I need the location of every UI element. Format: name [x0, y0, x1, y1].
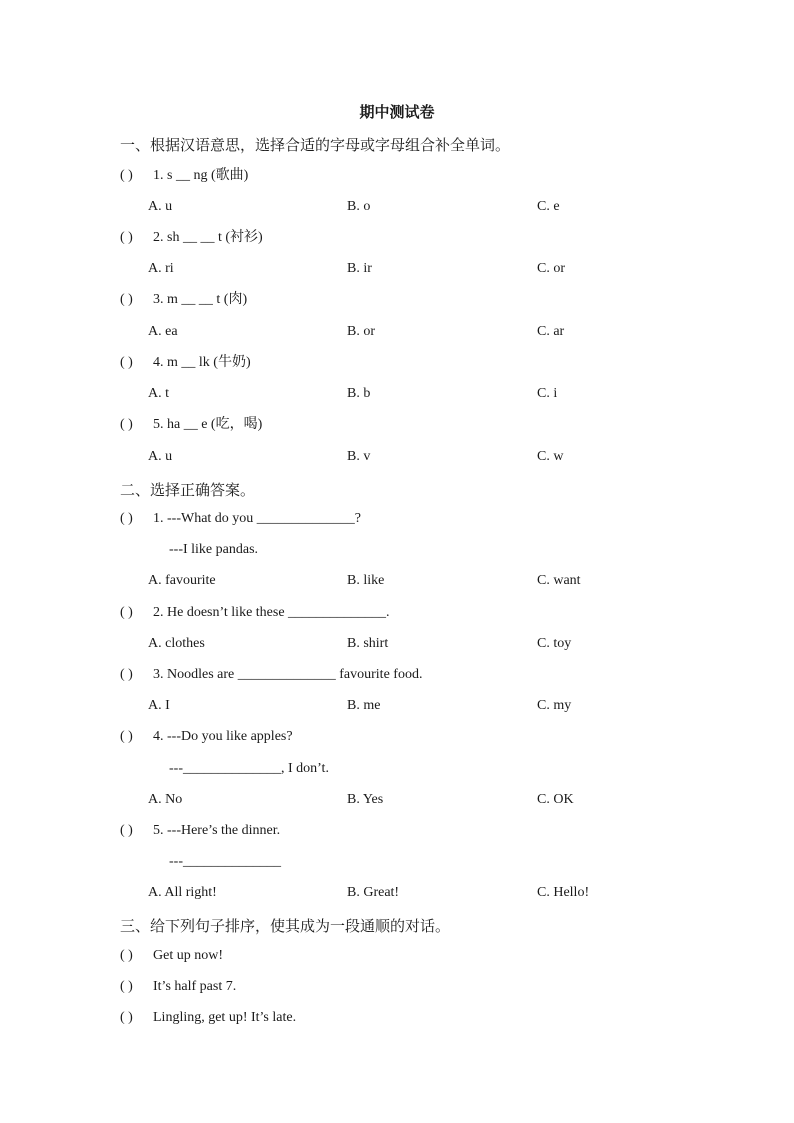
option-a: A. favourite	[148, 573, 216, 588]
option-a: A. ea	[148, 324, 178, 339]
question-text: 5. ---Here’s the dinner.	[153, 823, 281, 838]
answer-blank[interactable]: ( )	[120, 605, 133, 620]
section-heading-2: 二、选择正确答案。	[120, 483, 256, 499]
option-b: B. Great!	[347, 885, 400, 900]
sentence-row	[120, 1008, 296, 1028]
option-c: C. want	[537, 573, 581, 588]
answer-blank[interactable]: ( )	[120, 948, 133, 963]
option-a: A. u	[148, 199, 173, 214]
option-c: C. ar	[537, 324, 565, 339]
question-text: 3. Noodles are ______________ favourite food.	[153, 667, 423, 682]
question-text: 4. m __ lk (牛奶)	[153, 355, 251, 370]
answer-blank[interactable]: ( )	[120, 979, 133, 994]
option-c: C. toy	[537, 636, 572, 651]
question-text: 3. m __ __ t (肉)	[153, 292, 248, 307]
sentence-text: Get up now!	[153, 948, 223, 963]
option-a: A. t	[148, 386, 169, 401]
option-c: C. i	[537, 386, 558, 401]
sentence-text: Lingling, get up! It’s late.	[153, 1010, 297, 1025]
sentence-text: It’s half past 7.	[153, 979, 237, 994]
option-c: C. or	[537, 261, 565, 276]
section-heading-1: 一、根据汉语意思，选择合适的字母或字母组合补全单词。	[120, 138, 511, 154]
question-row	[120, 166, 248, 186]
answer-blank[interactable]: ( )	[120, 1010, 133, 1025]
answer-blank[interactable]: ( )	[120, 511, 133, 526]
question-row	[120, 821, 280, 841]
option-a: A. ri	[148, 261, 174, 276]
option-b: B. me	[347, 698, 381, 713]
question-row	[120, 665, 422, 685]
sentence-row	[120, 946, 223, 966]
answer-blank[interactable]: ( )	[120, 729, 133, 744]
answer-blank[interactable]: ( )	[120, 355, 133, 370]
answer-blank[interactable]: ( )	[120, 292, 133, 307]
option-a: A. All right!	[148, 885, 217, 900]
option-a: A. u	[148, 449, 173, 464]
answer-blank[interactable]: ( )	[120, 230, 133, 245]
question-row	[120, 290, 247, 310]
option-b: B. or	[347, 324, 375, 339]
option-a: A. No	[148, 792, 183, 807]
question-subline: ---______________	[169, 854, 281, 869]
question-row	[120, 353, 251, 373]
question-subline: ---______________, I don’t.	[169, 761, 329, 776]
option-b: B. ir	[347, 261, 372, 276]
option-c: C. w	[537, 449, 564, 464]
question-row	[120, 228, 263, 248]
option-b: B. o	[347, 199, 371, 214]
question-text: 4. ---Do you like apples?	[153, 729, 293, 744]
question-text: 5. ha __ e (吃，喝)	[153, 417, 263, 432]
question-text: 2. He doesn’t like these ______________.	[153, 605, 390, 620]
option-a: A. I	[148, 698, 170, 713]
answer-blank[interactable]: ( )	[120, 168, 133, 183]
option-a: A. clothes	[148, 636, 205, 651]
question-row	[120, 509, 361, 529]
answer-blank[interactable]: ( )	[120, 823, 133, 838]
question-row	[120, 727, 293, 747]
option-b: B. like	[347, 573, 385, 588]
option-c: C. Hello!	[537, 885, 590, 900]
question-text: 1. s __ ng (歌曲)	[153, 168, 249, 183]
option-b: B. shirt	[347, 636, 389, 651]
question-subline: ---I like pandas.	[169, 542, 259, 557]
option-c: C. my	[537, 698, 572, 713]
option-b: B. b	[347, 386, 371, 401]
option-b: B. Yes	[347, 792, 384, 807]
page-title: 期中测试卷	[359, 105, 435, 121]
answer-blank[interactable]: ( )	[120, 667, 133, 682]
answer-blank[interactable]: ( )	[120, 417, 133, 432]
option-c: C. OK	[537, 792, 574, 807]
section-heading-3: 三、给下列句子排序，使其成为一段通顺的对话。	[120, 919, 451, 935]
option-b: B. v	[347, 449, 371, 464]
question-row	[120, 603, 390, 623]
question-row	[120, 415, 262, 435]
sentence-row	[120, 977, 236, 997]
question-text: 1. ---What do you ______________?	[153, 511, 362, 526]
option-c: C. e	[537, 199, 560, 214]
question-text: 2. sh __ __ t (衬衫)	[153, 230, 263, 245]
